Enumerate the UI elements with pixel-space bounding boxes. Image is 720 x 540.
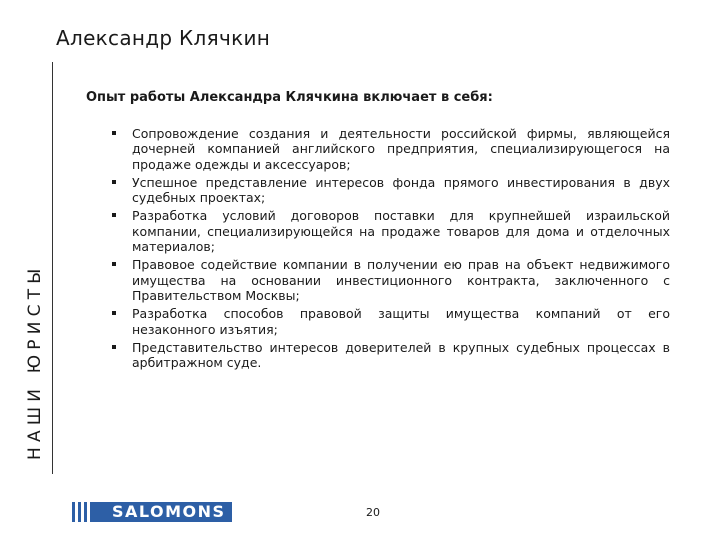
logo-wordmark: SALOMONS: [90, 502, 232, 522]
list-item-text: Разработка способов правовой защиты имущества компаний от его незаконного изъятия;: [132, 306, 670, 337]
bullet-icon: [112, 131, 116, 135]
list-item: [110, 257, 670, 303]
list-item-text: Представительство интересов доверителей в крупных судебных процессах в арбитражном суде.: [132, 339, 670, 371]
list-item-text: Правовое содействие компании в получении ею прав на объект недвижимого имущества на основании инвестиционного контракта, заключенного с Правительством Москвы;: [132, 257, 670, 303]
list-item: [110, 340, 670, 371]
list-item: [110, 306, 670, 337]
bullet-icon: [112, 311, 116, 315]
bullet-icon: [112, 262, 116, 266]
experience-list: [110, 126, 670, 373]
bullet-icon: [112, 180, 116, 184]
page-title: Александр Клячкин: [56, 26, 271, 50]
page-number: 20: [366, 506, 380, 519]
bullet-icon: [112, 345, 116, 349]
section-side-label: НАШИ ЮРИСТЫ: [25, 263, 45, 460]
salomons-logo: [72, 502, 232, 522]
list-item-text: Успешное представление интересов фонда прямого инвестирования в двух судебных проектах;: [132, 174, 670, 206]
vertical-divider: [52, 62, 53, 474]
list-item: [110, 208, 670, 254]
logo-bars-icon: [72, 502, 87, 522]
bullet-icon: [112, 213, 116, 217]
section-subtitle: Опыт работы Александра Клячкина включает в себя:: [86, 90, 493, 105]
list-item-text: Сопровождение создания и деятельности российской фирмы, являющейся дочерней компанией английского предприятия, специализирующегося на продаже одежды и аксессуаров;: [132, 126, 670, 172]
list-item: [110, 175, 670, 206]
list-item-text: Разработка условий договоров поставки для крупнейшей израильской компании, специализирующейся на продаже товаров для дома и отделочных материалов;: [132, 208, 670, 255]
list-item: [110, 126, 670, 172]
